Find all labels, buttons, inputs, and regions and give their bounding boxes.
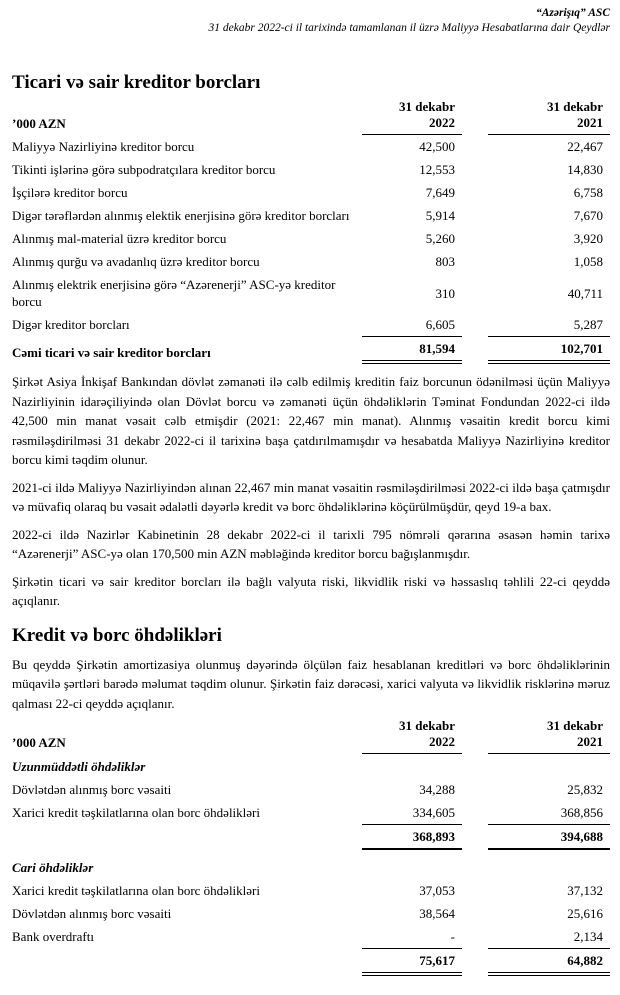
value-2021: 37,132	[567, 883, 603, 898]
value-2021: 368,856	[560, 805, 603, 820]
table-row	[12, 879, 610, 902]
column-header-2021-line2: 2021	[577, 115, 603, 130]
value-2022: 334,605	[412, 805, 455, 820]
report-subtitle: 31 dekabr 2022-ci il tarixində tamamlanan il üzrə Maliyyə Hesabatlarına dair Qeydlər	[208, 22, 610, 34]
column-header-2022	[362, 715, 462, 754]
value-2021: 5,287	[573, 317, 603, 332]
table-total-row	[12, 336, 610, 364]
table-row	[12, 273, 610, 313]
subtotal-row	[12, 824, 610, 850]
table-row	[12, 135, 610, 158]
column-header-2021	[488, 96, 610, 135]
table-row	[12, 778, 610, 801]
value-2022: 310	[435, 285, 455, 301]
value-2022: -	[450, 929, 455, 944]
unit-label: ’000 AZN	[12, 735, 66, 750]
section-title-borrowings: Kredit və borc öhdəlikləri	[12, 624, 222, 646]
column-header-2022	[362, 96, 462, 135]
table-row	[12, 181, 610, 204]
column-header-2021-line1: 31 dekabr	[547, 99, 603, 114]
value-2021: 1,058	[573, 254, 603, 269]
value-2022: 38,564	[419, 906, 455, 921]
borrowings-table	[12, 715, 610, 976]
table-row	[12, 925, 610, 948]
total-label: Cəmi ticari və sair kreditor borcları	[12, 345, 211, 360]
table-header-row	[12, 96, 610, 135]
value-2021: 22,467	[567, 139, 603, 154]
value-2022: 34,288	[419, 782, 455, 797]
group-title: Uzunmüddətli öhdəliklər	[12, 759, 146, 774]
table-row	[12, 313, 610, 336]
row-label: Alınmış mal-material üzrə kreditor borcu	[12, 231, 227, 246]
column-header-2022-line2: 2022	[429, 115, 455, 130]
row-label: Alınmış elektrik enerjisinə görə “Azərenerji” ASC-yə kreditor borcu	[12, 277, 336, 309]
value-2021: 3,920	[573, 231, 603, 246]
table-header-row	[12, 715, 610, 754]
value-2022: 6,605	[425, 317, 455, 332]
subtotal-value-2022: 368,893	[362, 824, 462, 850]
subtotal-value-2021: 394,688	[488, 824, 610, 850]
value-2022: 5,260	[425, 231, 455, 246]
value-2021: 25,832	[567, 782, 603, 797]
total-value-2021: 102,701	[488, 336, 610, 364]
note-paragraph: 2021-ci ildə Maliyyə Nazirliyindən alınan 22,467 min manat vəsaitin rəsmiləşdirilməsi 2022-ci ildə başa çatmışdır və müvafiq olaraq bu vəsait ədalətli dəyərlə kredit və borc öhdəliklərinə köçürülmüşdür, qeyd 19-a bax.	[12, 479, 610, 514]
group-title-row	[12, 856, 610, 879]
intro-paragraph: Bu qeyddə Şirkətin amortizasiya olunmuş dəyərində ölçülən faiz hesablanan kreditləri və borc öhdəliklərinin müqavilə şərtləri barədə məlumat təqdim olunur. Şirkətin faiz dərəcəsi, xarici valyuta və likvidlik risklərinə məruz qalması 22-ci qeyddə açıqlanır.	[12, 656, 610, 711]
column-header-2021	[488, 715, 610, 754]
table-row	[12, 902, 610, 925]
column-header-2022-line2: 2022	[429, 734, 455, 749]
total-label-empty	[12, 970, 362, 976]
table-row	[12, 227, 610, 250]
unit-label: ’000 AZN	[12, 116, 66, 131]
company-name: “Azərişıq” ASC	[535, 7, 610, 19]
group-title-row	[12, 755, 610, 778]
row-label: Xarici kredit təşkilatlarına olan borc öhdəlikləri	[12, 805, 260, 820]
table-row	[12, 158, 610, 181]
total-value-2021: 64,882	[488, 948, 610, 976]
total-value-2022: 81,594	[362, 336, 462, 364]
column-header-2022-line1: 31 dekabr	[399, 99, 455, 114]
row-label: Digər tərəflərdən alınmış elektik enerjisinə görə kreditor borcları	[12, 208, 350, 223]
payables-table	[12, 96, 610, 364]
value-2022: 12,553	[419, 162, 455, 177]
row-label: Alınmış qurğu və avadanlıq üzrə kreditor borcu	[12, 254, 260, 269]
row-label: Dövlətdən alınmış borc vəsaiti	[12, 782, 172, 797]
table-row	[12, 801, 610, 824]
total-row	[12, 948, 610, 976]
row-label: Tikinti işlərinə görə subpodratçılara kreditor borcu	[12, 162, 276, 177]
row-label: Xarici kredit təşkilatlarına olan borc öhdəlikləri	[12, 883, 260, 898]
row-label: Dövlətdən alınmış borc vəsaiti	[12, 906, 172, 921]
value-2022: 5,914	[425, 208, 455, 223]
value-2021: 2,134	[573, 929, 603, 944]
note-paragraph: 2022-ci ildə Nazirlər Kabinetinin 28 dekabr 2022-ci il tarixli 795 nömrəli qərarına əsasən həmin tarixə “Azərenerji” ASC-yə olan 170,500 min AZN məbləğində kreditor borcu bağışlanmışdır.	[12, 526, 610, 561]
running-header	[12, 6, 610, 36]
value-2022: 42,500	[419, 139, 455, 154]
value-2021: 14,830	[567, 162, 603, 177]
note-paragraph: Şirkət Asiya İnkişaf Bankından dövlət zəmanəti ilə cəlb edilmiş kreditin faiz borcunun ödənilməsi üçün Maliyyə Nazirliyinin idarəçiliyində olan Dövlət borcu və zəmanəti üçün öhdəliklərin Təminat Fondundan 2022-ci ildə 42,500 min manat vəsait cəlb etmişdir (2021: 22,467 min manat). Alınmış vəsaitin kredit borcu kimi rəsmiləşdirilməsi 31 dekabr 2022-ci il tarixinə başa çatdırılmamışdır və hesabatda Maliyyə Nazirliyinə kreditor borcu kimi təqdim olunur.	[12, 374, 610, 467]
row-label: Maliyyə Nazirliyinə kreditor borcu	[12, 139, 195, 154]
row-label: Bank overdraftı	[12, 929, 94, 944]
value-2021: 25,616	[567, 906, 603, 921]
total-value-2022: 75,617	[362, 948, 462, 976]
value-2022: 803	[435, 254, 455, 269]
table-row	[12, 250, 610, 273]
column-header-2021-line2: 2021	[577, 734, 603, 749]
value-2021: 7,670	[573, 208, 603, 223]
note-paragraph: Şirkətin ticari və sair kreditor borcları ilə bağlı valyuta riski, likvidlik riski və həssaslıq təhlili 22-ci qeyddə açıqlanır.	[12, 573, 610, 608]
section-title-payables: Ticari və sair kreditor borcları	[12, 72, 261, 93]
value-2022: 37,053	[419, 883, 455, 898]
table-row	[12, 204, 610, 227]
column-header-2021-line1: 31 dekabr	[547, 718, 603, 733]
value-2022: 7,649	[425, 185, 455, 200]
group-title: Cari öhdəliklər	[12, 860, 94, 875]
row-label: İşçilərə kreditor borcu	[12, 185, 128, 200]
column-header-2022-line1: 31 dekabr	[399, 718, 455, 733]
row-label: Digər kreditor borcları	[12, 317, 130, 332]
value-2021: 40,711	[567, 285, 603, 301]
subtotal-label-empty	[12, 844, 362, 850]
value-2021: 6,758	[573, 185, 603, 200]
